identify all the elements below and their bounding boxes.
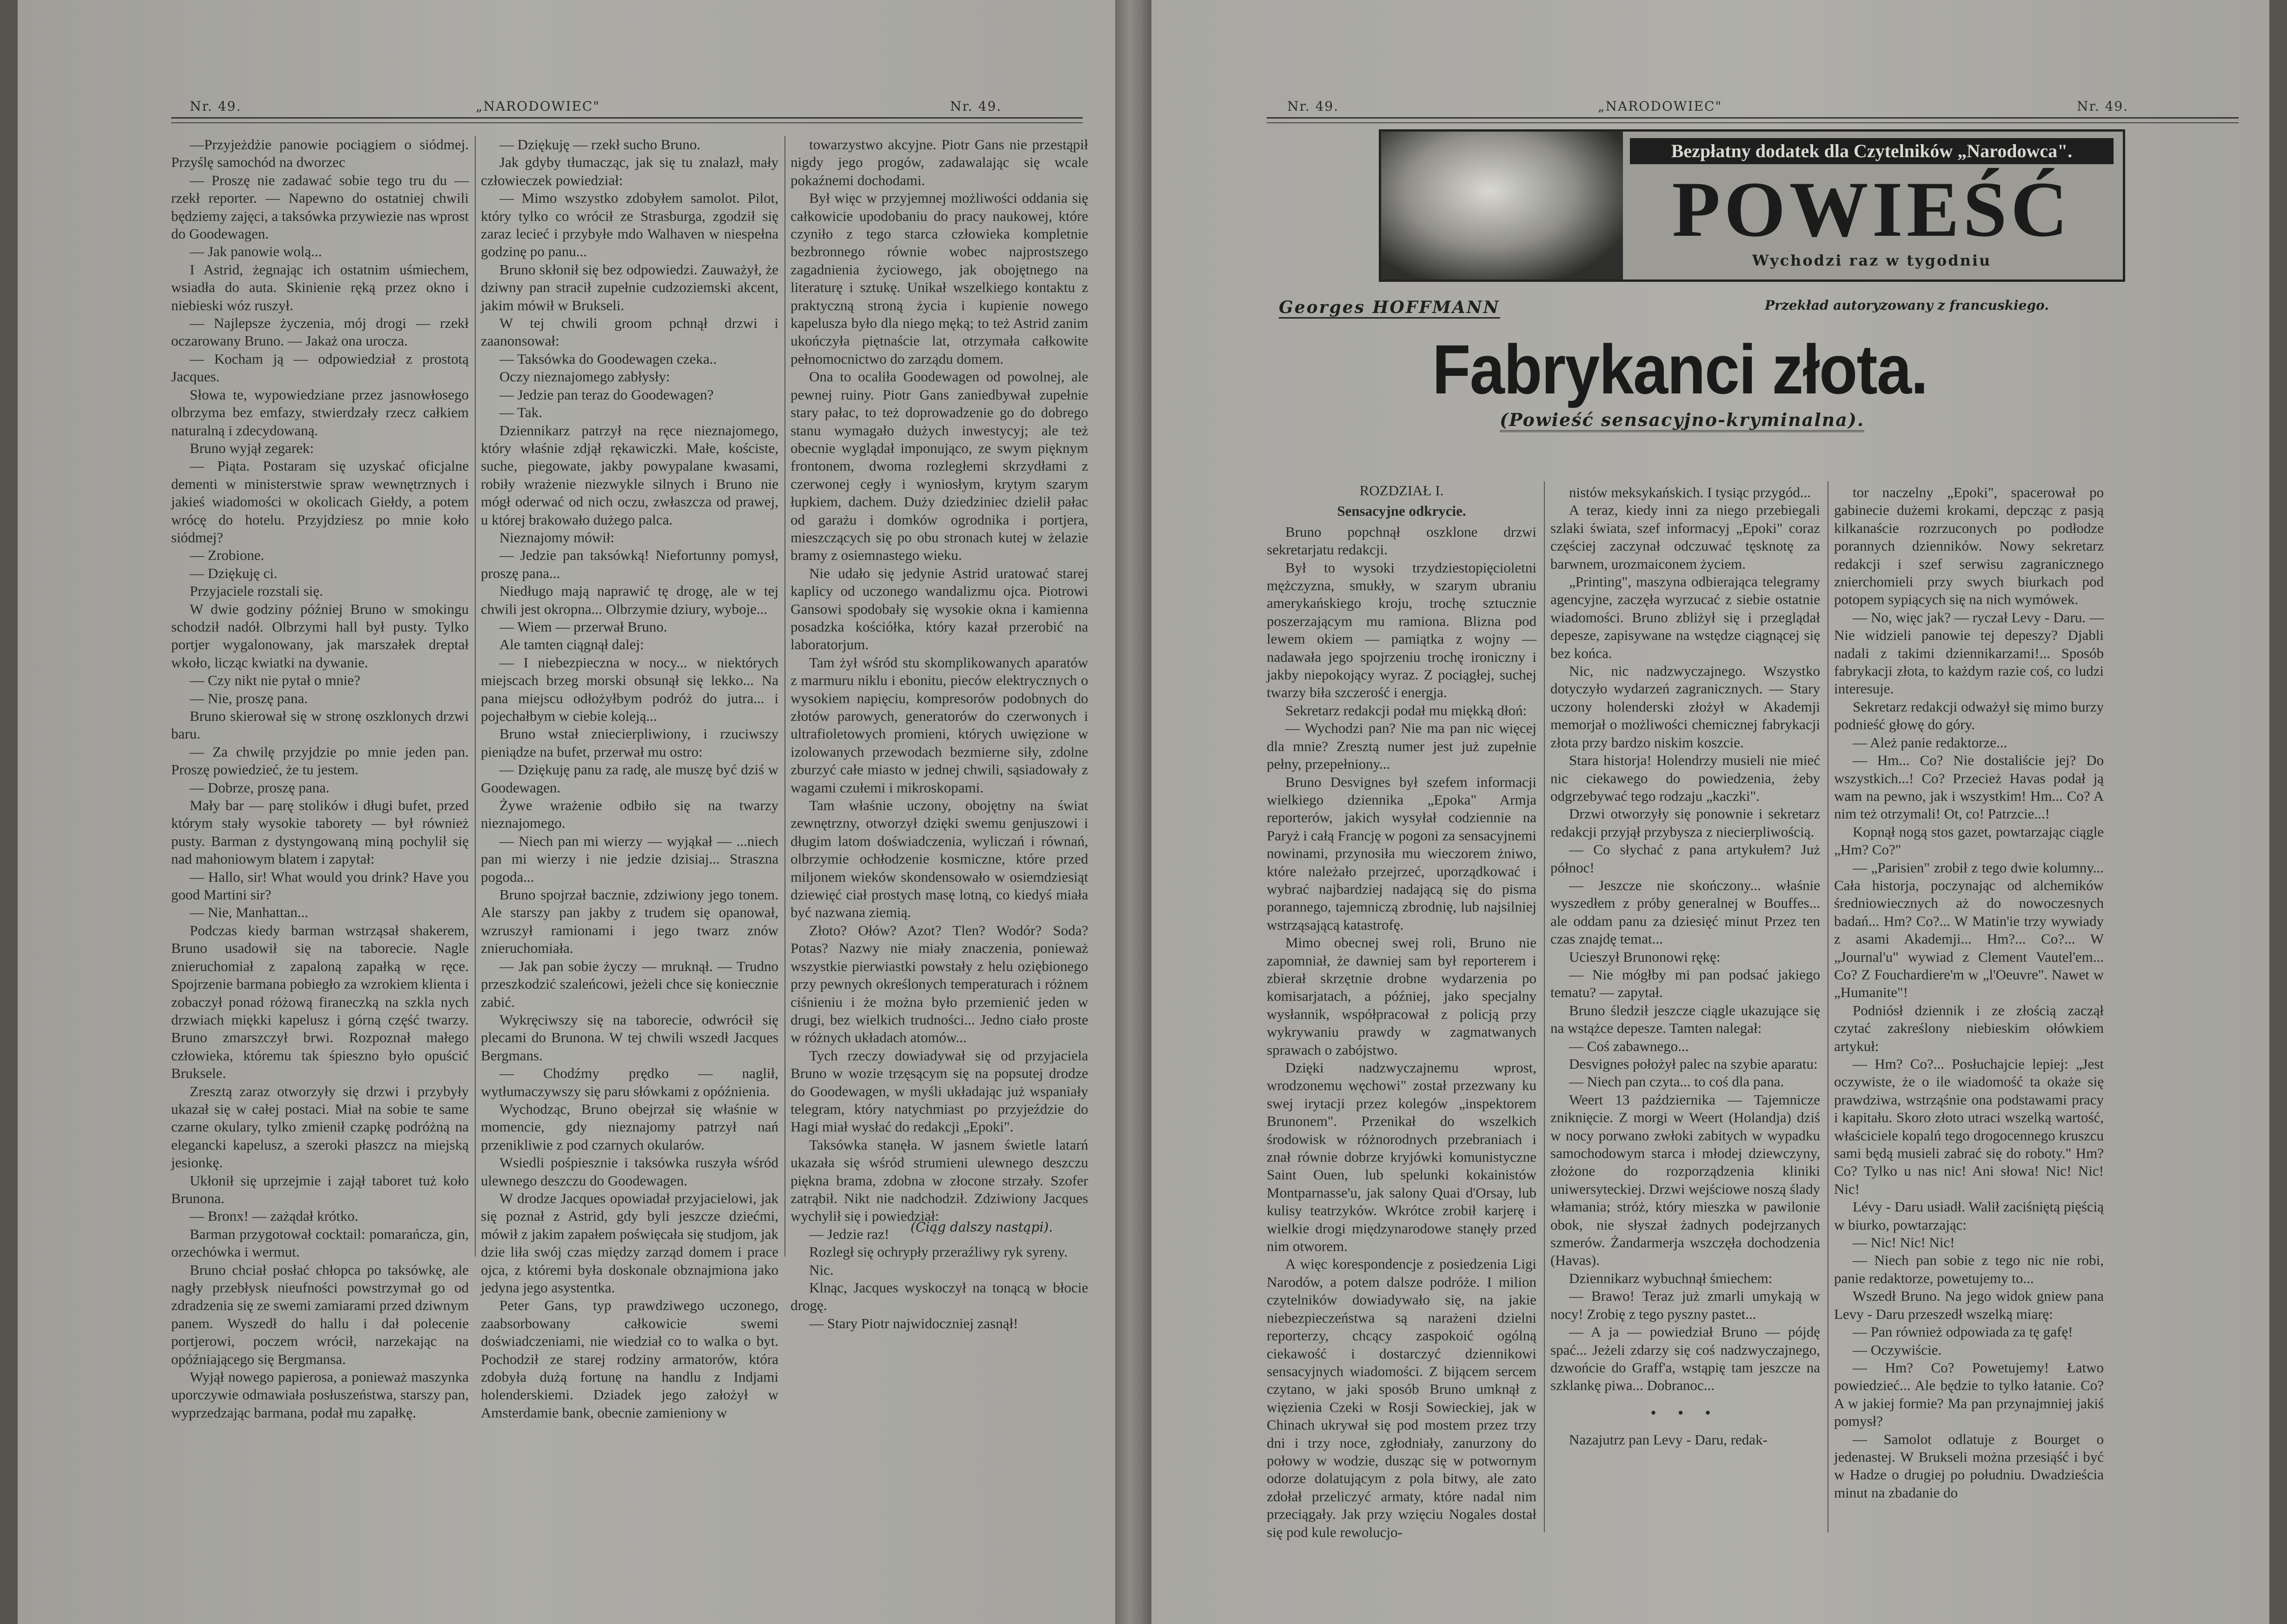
banner-weekly: Wychodzi raz w tygodniu	[1752, 252, 1992, 269]
paragraph: — Coś zabawnego...	[1569, 1038, 1689, 1054]
paragraph: Nic.	[809, 1261, 834, 1278]
right-header-rule	[1267, 117, 2239, 123]
paragraph: — Hm? Co?... Posłuchajcie lepiej: „Jest oczywiste, że o ile wiadomość ta okaże się prawdziwa, wstrząśnie ona podstawami pracy i kapitału. Skoro złoto utraci wszelką wartość, właściciele kopalń tego drogocennego kruszcu sami będą musieli zabrać się do roboty." Hm? Co? Tylko u nas nic! Ani słowa! Nic! Nic! Nic!	[1834, 1056, 2104, 1197]
paragraph: Nie udało się jedynie Astrid uratować starej kaplicy od uczonego wandalizmu ojca. Piotrowi Gansowi spodobały się wysokie okna i kamienna posadzka kościółka, który kazał przerobić na laboratorjum.	[791, 565, 1088, 653]
paragraph: Kopnął nogą stos gazet, powtarzając ciągle „Hm? Co?"	[1834, 823, 2104, 858]
paragraph: — Pan również odpowiada za tę gafę!	[1853, 1324, 2073, 1340]
paragraph: Wykręciwszy się na taborecie, odwrócił się plecami do Brunona. W tej chwili wszedł Jacques Bergmans.	[481, 1011, 778, 1064]
chapter-heading: ROZDZIAŁ I.	[1359, 482, 1444, 499]
right-column-1	[1267, 479, 1536, 1541]
paragraph: Desvignes położył palec na szybie aparatu:	[1569, 1056, 1818, 1072]
paragraph: — Zrobione.	[190, 547, 265, 564]
paragraph: Ucieszył Brunonowi rękę:	[1569, 948, 1721, 965]
paragraph: Niedługo mają naprawić tę drogę, ale w tej chwili jest okropna... Olbrzymie dziury, wyboje...	[481, 583, 778, 617]
paragraph: Bruno wyjął zegarek:	[190, 439, 314, 456]
paragraph: nistów meksykańskich. I tysiąc przygód...	[1569, 484, 1811, 500]
paragraph: tor naczelny „Epoki", spacerował po gabinecie dużemi krokami, depcząc z pasją kilkanaście rozrzuconych po podłodze porannych dzienników. Nowy sekretarz redakcji i szef serwisu zagranicznego znierchomieli przy swych biurkach pod potopem sypiących się na nich wymówek.	[1834, 484, 2104, 608]
left-header-rule	[171, 117, 1083, 123]
paragraph: Klnąc, Jacques wyskoczył na tonącą w błocie drogę.	[791, 1279, 1088, 1314]
paragraph: Sekretarz redakcji odważył się mimo burzy podnieść głowę do góry.	[1834, 698, 2104, 733]
paragraph: — Samolot odlatuje z Bourget o jedenastej. W Brukseli można przesiąść i być w Hadze o drugiej po południu. Dwadzieścia minut na zbadanie do	[1834, 1431, 2104, 1501]
paragraph: — Niech pan sobie z tego nic nie robi, panie redaktorze, powetujemy to...	[1834, 1252, 2104, 1286]
right-column-3	[1834, 484, 2104, 1502]
paragraph: — Proszę nie zadawać sobie tego tru du — rzekł reporter. — Napewno do ostatniej chwili będziemy zajęci, a taksówka przywiezie nas wprost do Goodewagen.	[171, 172, 469, 242]
paragraph: — Jedzie raz!	[809, 1225, 890, 1242]
paragraph: A teraz, kiedy inni za niego przebiegali szlaki świata, szef informacyj „Epoki" coraz częściej zaczynał odczuwać tęsknotę za barwnem, urozmaiconem życiem.	[1550, 502, 1820, 572]
banner-free-supplement: Bezpłatny dodatek dla Czytelników „Narodowca".	[1630, 138, 2114, 164]
paragraph: W tej chwili groom pchnął drzwi i zaanonsował:	[481, 315, 778, 349]
paragraph: — Hm? Co? Powetujemy! Łatwo powiedzieć... Ale będzie to tylko łatanie. Co? A w jakiej formie? Ma pan przynajmniej jakiś pomysł?	[1834, 1359, 2104, 1430]
paragraph: Wyjął nowego papierosa, a ponieważ maszynka uporczywie odmawiała posłuszeństwa, starszy pan, wyprzedzając barmana, podał mu zapałkę.	[171, 1369, 469, 1421]
paragraph: Sekretarz redakcji podał mu miękką dłoń:	[1285, 702, 1527, 719]
paragraph: — A ja — powiedział Bruno — pójdę spać... Jeżeli zdarzy się coś nadzwyczajnego, dzwońcie do Graff'a, wstąpię tam jeszcze na szklankę piwa... Dobranoc...	[1550, 1324, 1820, 1394]
paragraph: Bruno popchnął oszklone drzwi sekretarjatu redakcji.	[1267, 523, 1536, 558]
paragraph: towarzystwo akcyjne. Piotr Gans nie przestąpił nigdy jego progów, zadawalając się wcale pokaźnemi dochodami.	[791, 136, 1088, 188]
paragraph: Weert 13 października — Tajemnicze zniknięcie. Z morgi w Weert (Holandja) dziś w nocy porwano zwłoki zabitych w wypadku samochodowym starca i młodej dziewczyny, złożone do rozporządzenia kliniki uniwersyteckiej. Drzwi wejściowe noszą ślady włamania; stróż, który mieszka w pawilonie obok, nie słyszał żadnych podejrzanych szmerów. Żandarmerja wszczęła dochodzenia (Havas).	[1550, 1091, 1820, 1269]
paragraph: — Nie mógłby mi pan podsać jakiego tematu? — zapytał.	[1550, 966, 1820, 1001]
paragraph: Oczy nieznajomego zabłysły:	[499, 368, 670, 385]
right-header-number-right: Nr. 49.	[2077, 99, 2129, 114]
paragraph: Stara historja! Holendrzy musieli nie mieć nic ciekawego do powiedzenia, żeby odgrzebywać tego rodzaju „kaczki".	[1550, 752, 1820, 804]
paragraph: — „Parisien" zrobił z tego dwie kolumny... Cała historja, poczynając od alchemików średniowiecznych aż do nowoczesnych badań... Hm? Co?... W Matin'ie trzy wywiady z asami Akademji... Hm?... Co?... W „Journal'u" wywiad z Clement Vautel'em... Co? Z Fouchardiere'm w „l'Oeuvre". Nawet w „Humanite"!	[1834, 859, 2104, 1001]
paragraph: Peter Gans, typ prawdziwego uczonego, zaabsorbowany całkowicie swemi doświadczeniami, nie wiedział co to walka o byt. Pochodził ze starej rodziny armatorów, która zdobyła dużą fortunę na handlu z Indjami holenderskiemi. Dziadek jego założył w Amsterdamie bank, obecnie zamieniony w	[481, 1297, 778, 1421]
paragraph: — Brawo! Teraz już zmarli umykają w nocy! Zrobię z tego pyszny pastet...	[1550, 1288, 1820, 1322]
paragraph: — Dziękuję panu za radę, ale muszę być dziś w Goodewagen.	[481, 761, 778, 796]
left-column-3	[791, 136, 1088, 1332]
paragraph: — Wychodzi pan? Nie ma pan nic więcej dla mnie? Zresztą numer jest już zupełnie pełny, przepełniony...	[1267, 720, 1536, 772]
paragraph: — Piąta. Postaram się uzyskać oficjalne dementi w ministerstwie spraw wewnętrznych i jakieś wiadomości w okolicach Giełdy, a potem wrócę do hotelu. Przyjdziesz po mnie koło siódmej?	[171, 458, 469, 546]
paragraph: Bruno wstał zniecierpliwiony, i rzuciwszy pieniądze na bufet, przerwał mu ostro:	[481, 725, 778, 760]
paragraph: Dziennikarz wybuchnął śmiechem:	[1569, 1270, 1773, 1286]
paragraph: Nic, nic nadzwyczajnego. Wszystko dotyczyło wydarzeń zagranicznych. — Stary uczony holenderski złożył w Akademji memorjał o możliwości chemicznej fabrykacji złota przy bardzo niskim koszcie.	[1550, 663, 1820, 751]
paragraph: • • •	[1650, 1404, 1720, 1421]
paragraph: — Jeszcze nie skończony... właśnie wyszedłem z próby generalnej w Bouffes... ale oddam panu za dziesięć minut Przez ten czas znajdę temat...	[1550, 877, 1820, 947]
paragraph: Podczas kiedy barman wstrząsał shakerem, Bruno usadowił się na taborecie. Nagle znieruchomiał z zapaloną zapałką w ręce. Spojrzenie barmana pobiegło za wzrokiem klienta i zobaczył ponad różową firaneczką na szkla nych drzwiach miękki kapelusz i górną część twarzy. Bruno zmarszczył brwi. Rozpoznał małego człowieka, któremu tak śpieszno było opuścić Bruksele.	[171, 922, 469, 1082]
paragraph: Ona to ocaliła Goodewagen od powolnej, ale pewnej ruiny. Piotr Gans zaniedbywał zupełnie stary pałac, to też doprowadzenie go do dobrego stanu wymagało dużych inwestycyj; ale też obecnie wyglądał imponująco, ze swym pięknym frontonem, dwoma rozległemi skrzydłami z czerwonej cegły i wyniosłym, krytym szarym łupkiem, dachem. Duży dziedziniec dzielił pałac od garażu i domków ogrodnika i portjera, mieszczących się po obu stronach kutej w żelazie bramy z osiemnastego wieku.	[791, 368, 1088, 564]
paragraph: — Jedzie pan taksówką! Niefortunny pomysł, proszę pana...	[481, 547, 778, 581]
paragraph: — Dobrze, proszę pana.	[190, 779, 330, 796]
left-column-2	[481, 136, 778, 1422]
paragraph: — Czy nikt nie pytał o mnie?	[190, 672, 360, 689]
paragraph: — No, więc jak? — ryczał Levy - Daru. — Nie widzieli panowie tej depeszy? Djabli nadali z takimi dziennikarzami!... Sposób fabrykacji złota, to każdym razie coś, co ludzi interesuje.	[1834, 609, 2104, 697]
paragraph: — Jak panowie wolą...	[190, 243, 322, 260]
paragraph: Barman przygotował cocktail: pomarańcza, gin, orzechówka i wermut.	[171, 1225, 469, 1260]
paragraph: Bruno spojrzał bacznie, zdziwiony jego tonem. Ale starszy pan jakby z trudem się opanował, wzruszył ramionami i jego twarz znów znieruchomiała.	[481, 886, 778, 957]
paragraph: Przyjaciele rozstali się.	[190, 583, 323, 599]
paragraph: —Przyjeżdżie panowie pociągiem o siódmej. Przyślę samochód na dworzec	[171, 136, 469, 171]
paragraph: Był więc w przyjemnej możliwości oddania się całkowicie upodobaniu do pracy naukowej, które czyniło z tego starca człowieka kompletnie bezbronnego równie wobec najprostszego zagadnienia życiowego, jak obojętnego na literaturę i sztukę. Unikał wszelkiego kontaktu z praktyczną stroną życia i kupienie nowego kapelusza było dla niego męką; to też Astrid zanim ukończyła piętnaście lat, otrzymała całkowite pełnomocnictwo do zarządu domem.	[791, 190, 1088, 367]
paragraph: — I niebezpieczna w nocy... w niektórych miejscach brzeg morski obsunął się lekko... Na pana miejscu odłożyłbym podróż do jutra... i pojechałbym w ciebie koleją...	[481, 654, 778, 724]
paragraph: Mimo obecnej swej roli, Bruno nie zapomniał, że dawniej sam był reporterem i zbierał skrzętnie drobne wydarzenia po komisarjatach, a później, jako specjalny wysłannik, współpracował z policją przy wykrywaniu prawdy w zagmatwanych sprawach o zabójstwo.	[1267, 934, 1536, 1058]
paragraph: — Najlepsze życzenia, mój drogi — rzekł oczarowany Bruno. — Jakaż ona urocza.	[171, 315, 469, 349]
paragraph: Lévy - Daru usiadł. Walił zaciśniętą pięścią w biurko, powtarzając:	[1834, 1198, 2104, 1233]
paragraph: — Nic! Nic! Nic!	[1853, 1234, 1955, 1251]
left-page	[18, 0, 1115, 1624]
paragraph: W drodze Jacques opowiadał przyjacielowi, jak się poznał z Astrid, gdy byli jeszcze dziećmi, mówił z jakim zapałem poświęcała się studjom, jak dzie liła swój czas między zarząd domem i prace ojca, z któremi była doskonale obznajmiona jako jedyna jego asystentka.	[481, 1190, 778, 1296]
paragraph: — Jedzie pan teraz do Goodewagen?	[499, 386, 714, 403]
paragraph: Bruno śledził jeszcze ciągle ukazujące się na wstążce depesze. Tamten nalegał:	[1550, 1002, 1820, 1037]
paragraph: Zresztą zaraz otworzyły się drzwi i przybyły ukazał się w całej postaci. Miał na sobie te same czarne okulary, tylko zmienił czapkę podróżną na elegancki kapelusz, a szeroki płaszcz na miejską jesionkę.	[171, 1083, 469, 1171]
paragraph: — Dziękuję — rzekł sucho Bruno.	[499, 136, 701, 153]
paragraph: — Jak pan sobie życzy — mruknął. — Trudno przeszkodzić szaleńcowi, jeżeli chce się koniecznie zabić.	[481, 958, 778, 1010]
author-name: Georges HOFFMANN	[1279, 298, 1500, 319]
column-divider	[784, 136, 785, 1257]
paragraph: Ukłonił się uprzejmie i zajął taboret tuż koło Brunona.	[171, 1172, 469, 1206]
paragraph: Tam właśnie uczony, obojętny na świat zewnętrzny, otworzył dzięki swemu genjuszowi i długim latom doświadczenia, wyliczań i równań, olbrzymie ochłodzenie kosmiczne, które przed miljonem wieków skondensowało w osiemdziesiąt dziewięć ciał prostych masę lotną, co kiedyś miała być nazwana ziemią.	[791, 797, 1088, 921]
page-fold	[1115, 0, 1151, 1624]
left-header-number-right: Nr. 49.	[950, 99, 1002, 114]
paragraph: Jak gdyby tłumacząc, jak się tu znalazł, mały człowieczek powiedział:	[481, 154, 778, 188]
right-header-masthead: „NARODOWIEC"	[1598, 99, 1722, 114]
paragraph: Słowa te, wypowiedziane przez jasnowłosego olbrzyma bez emfazy, stwierdzały rzecz całkiem naturalną i zdecydowaną.	[171, 386, 469, 439]
paragraph: — Chodźmy prędko — naglił, wytłumaczywszy się paru słówkami z opóźnienia.	[481, 1065, 778, 1099]
paragraph: — Nie, proszę pana.	[190, 690, 308, 706]
paragraph: A więc korespondencje z posiedzenia Ligi Narodów, a potem dalsze podróże. I milion czytelników dowiadywało się, na jakie niebezpieczeństwa są narażeni dzielni reporterzy, chcący zaspokoić ogólną ciekawość i dostarczyć dziennikowi sensacyjnych wiadomości. Z bijącem sercem czytano, w jaki sposób Bruno umknął z więzienia Czeki w Rosji Sowieckiej, jak w Chinach ukrywał się pod mostem przez trzy dni i trzy noce, zgłodniały, zanurzony do połowy w wodzie, dusząc się w potwornym odorze dolatującym z pola bitwy, ale zato zdołał przeliczyć armaty, które nadal nim przeciągały. Jak przy wzięciu Nogales dostał się pod kule rewolucjo-	[1267, 1256, 1536, 1540]
paragraph: — Nie, Manhattan...	[190, 904, 308, 921]
paragraph: — Ależ panie redaktorze...	[1853, 734, 2008, 751]
paragraph: Taksówka stanęła. W jasnem świetle latarń ukazała się wśród strumieni ulewnego deszczu piękna brama, zdobna w złocone strzały. Szofer zatrąbił. Nikt nie nadchodził. Zdziwiony Jacques wychylił się i powiedział:	[791, 1136, 1088, 1225]
paragraph: Wszedł Bruno. Na jego widok gniew pana Levy - Daru przeszedł wszelką miarę:	[1834, 1288, 2104, 1322]
paragraph: — Dziękuję ci.	[190, 565, 278, 581]
paragraph: Rozległ się ochrypły przeraźliwy ryk syreny.	[809, 1244, 1068, 1260]
paragraph: — Bronx! — zażądał krótko.	[190, 1208, 359, 1225]
paragraph: — Kocham ją — odpowiedział z prostotą Jacques.	[171, 350, 469, 385]
column-divider	[475, 136, 476, 1257]
column-divider	[1544, 481, 1545, 1532]
paragraph: — Taksówka do Goodewagen czeka..	[499, 350, 717, 367]
right-column-2	[1550, 484, 1820, 1449]
paragraph: Wsiedli pośpiesznie i taksówka ruszyła wśród ulewnego deszczu do Goodewagen.	[481, 1154, 778, 1189]
paragraph: — Niech pan czyta... to coś dla pana.	[1569, 1073, 1784, 1090]
paragraph: I Astrid, żegnając ich ostatnim uśmiechem, wsiadła do auta. Skinienie ręką przez okno i niebieski wóz ruszył.	[171, 261, 469, 313]
paragraph: Bruno Desvignes był szefem informacji wielkiego dziennika „Epoka" Armja reporterów, jakich wysyłał codziennie na Paryż i całą Francję w pogoni za sensacyjnemi nowinami, przynosiła mu wieczorem żniwo, które należało przejrzeć, uporządkować i wybrać najbardziej nadającą się do pisma porannego, tajemniczą zbrodnię, lub najsilniej wstrząsającą katastrofę.	[1267, 773, 1536, 933]
paragraph: Ale tamten ciągnął dalej:	[499, 636, 644, 653]
paragraph: Nieznajomy mówił:	[499, 529, 615, 546]
paragraph: Złoto? Ołów? Azot? Tlen? Wodór? Soda? Potas? Nazwy nie miały znaczenia, ponieważ wszystkie pierwiastki powstały z helu oziębionego przy pewnych określonych temperaturach i różnem ciśnieniu i że można było przemienić jeden w drugi, bez wielkich trudności... Jedno ciało proste w różnych układach atomów...	[791, 922, 1088, 1046]
left-header-number-left: Nr. 49.	[190, 99, 242, 114]
supplement-banner	[1379, 129, 2125, 282]
paragraph: Tam żył wśród stu skomplikowanych aparatów z marmuru niklu i ebonitu, pieców elektrycznych o wysokiem napięciu, kompresorów podobnych do złotów parowych, generatorów do czerwonych i ultrafioletowych promieni, których uwięzione w izolowanych przewodach bezmierne siły, zdolne zburzyć całe miasto w jednej chwili, sąsiadowały z wagami czułemi i mikroskopami.	[791, 654, 1088, 796]
paragraph: Nazajutrz pan Levy - Daru, redak-	[1569, 1431, 1768, 1448]
paragraph: — Stary Piotr najwidoczniej zasnął!	[809, 1315, 1018, 1331]
paragraph: Mały bar — parę stolików i długi bufet, przed którym stały wysokie taborety — był również pusty. Barman z dystyngowaną miną pochylił się nad mahoniowym blatem i zapytał:	[171, 797, 469, 867]
banner-title: POWIEŚĆ	[1672, 166, 2072, 253]
paragraph: — Oczywiście.	[1853, 1341, 1942, 1358]
paragraph: Bruno chciał posłać chłopca po taksówkę, ale nagły przebłysk nieufności powstrzymał go od zdradzenia się ze swemi zamiarami przed dziwnym panem. Wyszedł do hallu i dał polecenie portjerowi, poczem wrócił, narzekając na opóźniającego się Bergmansa.	[171, 1261, 469, 1367]
paragraph: — Co słychać z pana artykułem? Już północ!	[1550, 841, 1820, 876]
novel-subtitle: (Powieść sensacyjno-kryminalna).	[1500, 409, 1864, 432]
translation-note: Przekład autoryzowany z francuskiego.	[1765, 298, 2049, 313]
paragraph: Żywe wrażenie odbiło się na twarzy nieznajomego.	[481, 797, 778, 832]
reading-figures-illustration	[1381, 132, 1623, 280]
paragraph: — Wiem — przerwał Bruno.	[499, 618, 667, 635]
paragraph: — Tak.	[499, 404, 542, 421]
paragraph: Drzwi otworzyły się ponownie i sekretarz redakcji przyjął przybysza z niecierpliwością.	[1550, 805, 1820, 840]
paragraph: — Mimo wszystko zdobyłem samolot. Pilot, który tylko co wrócił ze Strasburga, zgodził się zaraz lecieć i przybyłe mdo Walhaven w niespełna godzinę po panu...	[481, 190, 778, 260]
paragraph: W dwie godziny później Bruno w smokingu schodził nadół. Olbrzymi hall był pusty. Tylko portjer wygalonowany, jak marszałek dreptał wkoło, licząc kwiatki na dywanie.	[171, 600, 469, 671]
paragraph: Podniósł dziennik i ze złością zaczął czytać zakreślony niebieskim ołówkiem artykuł:	[1834, 1002, 2104, 1054]
paragraph: „Printing", maszyna odbierająca telegramy agencyjne, zaczęła wyrzucać z siebie ostatnie wiadomości. Bruno zbliżył się i przeglądał depesze, zapisywane na wstędze ciągnącej się bez końca.	[1550, 573, 1820, 661]
right-header-number-left: Nr. 49.	[1287, 99, 1339, 114]
paragraph: Był to wysoki trzydziestopięcioletni mężczyzna, smukły, w szarym ubraniu amerykańskiego kroju, trochę sztucznie poszerzającym mu ramiona. Blizna pod lewem okiem — pamiątka z wojny — nadawała jego spojrzeniu trochę ironiczny i jakby niepokojący wyraz. Z pociągłej, suchej twarzy biła szczerość i energja.	[1267, 559, 1536, 701]
left-header-masthead: „NARODOWIEC"	[476, 99, 600, 114]
paragraph: — Niech pan mi wierzy — wyjąkał — ...niech pan mi wierzy i nie jedzie dzisiaj... Straszna pogoda...	[481, 832, 778, 885]
chapter-title: Sensacyjne odkrycie.	[1337, 503, 1466, 519]
paragraph: Bruno skierował się w stronę oszklonych drzwi baru.	[171, 708, 469, 742]
continuation-note: (Ciąg dalszy nastąpi).	[911, 1219, 1053, 1235]
paragraph: Wychodząc, Bruno obejrzał się właśnie w momencie, gdy nieznajomy patrzył nań przenikliwie z pod czarnych okularów.	[481, 1100, 778, 1153]
paragraph: Tych rzeczy dowiadywał się od przyjaciela Bruno w wozie trzęsącym się na popsutej drodze do Goodewagen, w myśli układając już wspaniały telegram, który natychmiast po przyjeździe do Hagi miał wysłać do redakcji „Epoki".	[791, 1047, 1088, 1135]
paragraph: — Za chwilę przyjdzie po mnie jeden pan. Proszę powiedzieć, że tu jestem.	[171, 743, 469, 778]
paragraph: Dzięki nadzwyczajnemu wprost, wrodzonemu węchowi" został przezwany ku swej irytacji przez kolegów „inspektorem Brunonem". Przenikał do wszelkich środowisk w różnorodnych przebraniach i znał równie dobrze kryjówki komunistyczne Saint Ouen, lub spelunki kokainistów Montparnasse'u, jak salony Quai d'Orsay, lub kulisy teatrzyków. Wkrótce zrobił karjerę i wielkie drogi międzynarodowe stanęły przed nim otworem.	[1267, 1059, 1536, 1255]
paragraph: Bruno skłonił się bez odpowiedzi. Zauważył, że dziwny pan stracił zupełnie cudzoziemski akcent, jakim mówił w Brukseli.	[481, 261, 778, 313]
paragraph: — Hallo, sir! What would you drink? Have you good Martini sir?	[171, 868, 469, 903]
paragraph: Dziennikarz patrzył na ręce nieznajomego, który właśnie zdjął rękawiczki. Małe, kościste, suche, piegowate, jakby powypalane kwasami, robiły wrażenie niezwykle silnych i Bruno nie mógł oderwać od nich oczu, zwłaszcza od prawej, u której brakowało dużego palca.	[481, 422, 778, 528]
paragraph: — Hm... Co? Nie dostaliście jej? Do wszystkich...! Co? Przecież Havas podał ją wam na pewno, jak i wszystkim! Hm... Co? A nim też otrzymali! Ot, co! Patrzcie...!	[1834, 752, 2104, 822]
left-column-1	[171, 136, 469, 1422]
novel-title: Fabrykanci złota.	[1432, 330, 1928, 408]
